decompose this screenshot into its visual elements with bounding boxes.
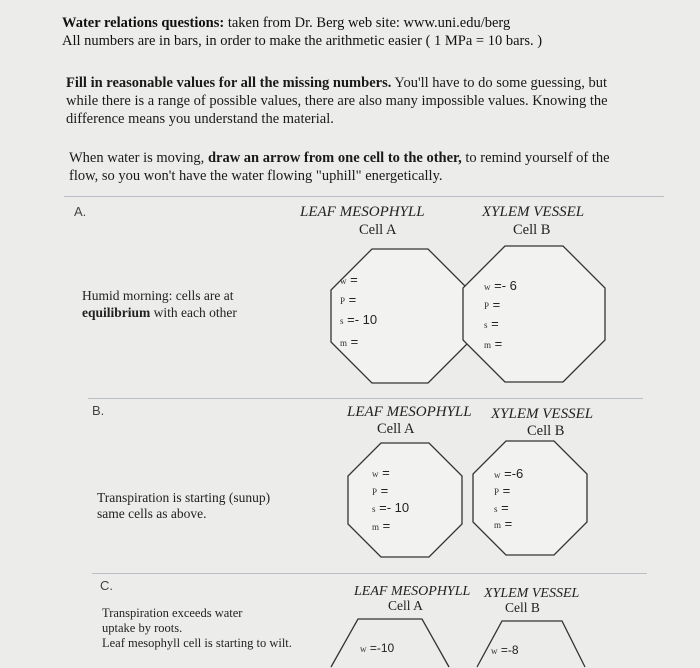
label-s: s bbox=[494, 504, 498, 514]
section-b-cell-b-label: Cell B bbox=[527, 423, 565, 439]
section-b-cell-a-label: Cell A bbox=[377, 421, 415, 437]
section-c-caption-line2: uptake by roots. bbox=[102, 621, 183, 635]
eq-sign: = bbox=[504, 466, 512, 481]
intro-units-note: All numbers are in bars, in order to make the arithmetic easier ( 1 MPa = 10 bars. ) bbox=[62, 33, 543, 49]
section-b-letter: B. bbox=[92, 403, 105, 418]
eq-sign: = bbox=[502, 483, 511, 498]
section-b-cell-a-psi-w[interactable] bbox=[372, 465, 390, 480]
section-c-cell-b-psi-w-value: -8 bbox=[507, 643, 519, 657]
section-c-rule bbox=[92, 573, 647, 574]
section-c-cell-a-psi-w-value: -10 bbox=[376, 641, 395, 655]
label-s: s bbox=[340, 316, 344, 326]
section-b-rule bbox=[88, 398, 643, 399]
section-a-cell-b-psi-w[interactable] bbox=[484, 278, 517, 293]
section-c-caption bbox=[102, 606, 292, 651]
section-a-cell-b-psi-p[interactable] bbox=[484, 297, 500, 312]
arrow-instructions-line2: flow, so you won't have the water flowing "uphill" energetically. bbox=[69, 168, 443, 184]
label-w: w bbox=[484, 282, 491, 292]
arrow-instructions-post: to remind yourself of the bbox=[461, 150, 610, 166]
section-c-cell-b-label: Cell B bbox=[505, 600, 540, 615]
label-p: P bbox=[484, 301, 490, 311]
eq-sign: = bbox=[350, 334, 359, 349]
arrow-instructions bbox=[69, 149, 669, 185]
section-b-leaf-header: LEAF MESOPHYLL bbox=[347, 404, 472, 420]
section-b-cell-b-psi-w[interactable] bbox=[494, 466, 523, 481]
section-b-caption-line1: Transpiration is starting (sunup) bbox=[97, 490, 271, 505]
section-c-xylem-header: XYLEM VESSEL bbox=[484, 586, 580, 601]
label-m: m bbox=[340, 338, 348, 348]
label-m: m bbox=[372, 522, 380, 532]
section-c-cell-a-psi-w[interactable] bbox=[360, 641, 394, 655]
section-b-cell-a-psi-m[interactable] bbox=[372, 518, 390, 533]
section-a-cell-b-label: Cell B bbox=[513, 222, 551, 238]
section-b-cell-a-psi-p[interactable] bbox=[372, 483, 388, 498]
section-b-cell-a-psi-s-value: - 10 bbox=[386, 500, 410, 515]
fill-instructions bbox=[66, 74, 666, 128]
section-a-cell-b-octagon bbox=[462, 245, 606, 383]
section-a-cell-a-psi-w[interactable] bbox=[340, 272, 358, 287]
fill-instructions-line1: You'll have to do some guessing, but bbox=[391, 75, 608, 91]
section-c-leaf-header: LEAF MESOPHYLL bbox=[354, 584, 471, 599]
eq-sign: = bbox=[379, 500, 387, 515]
label-w: w bbox=[372, 469, 379, 479]
section-a-letter: A. bbox=[74, 204, 87, 219]
eq-sign: = bbox=[382, 465, 390, 480]
section-b-xylem-header: XYLEM VESSEL bbox=[491, 406, 594, 422]
label-w: w bbox=[494, 470, 501, 480]
eq-sign: = bbox=[348, 292, 357, 307]
section-c-letter: C. bbox=[100, 578, 113, 593]
eq-sign: = bbox=[350, 272, 358, 287]
eq-sign: = bbox=[347, 312, 355, 327]
intro-title: Water relations questions: bbox=[62, 15, 225, 31]
fill-instructions-line2: while there is a range of possible values, there are also many impossible values. Knowing the bbox=[66, 93, 608, 109]
section-a-cell-a-psi-s[interactable] bbox=[340, 312, 377, 327]
section-b-cell-a-psi-s[interactable] bbox=[372, 500, 409, 515]
section-b-caption-line2: same cells as above. bbox=[97, 506, 207, 521]
label-m: m bbox=[484, 340, 492, 350]
arrow-instructions-pre: When water is moving, bbox=[69, 150, 208, 166]
section-a-cell-b-psi-w-value: - 6 bbox=[501, 278, 517, 293]
fill-instructions-bold: Fill in reasonable values for all the missing numbers. bbox=[66, 75, 392, 91]
section-a-caption-line2: with each other bbox=[150, 305, 237, 320]
section-a-cell-b-psi-s[interactable] bbox=[484, 316, 499, 331]
label-p: P bbox=[494, 487, 500, 497]
section-a-xylem-header: XYLEM VESSEL bbox=[482, 204, 585, 220]
eq-sign: = bbox=[492, 297, 501, 312]
section-b-cell-b-octagon bbox=[472, 440, 588, 556]
eq-sign: = bbox=[500, 643, 508, 657]
label-w: w bbox=[360, 644, 367, 654]
section-b-cell-b-psi-s[interactable] bbox=[494, 500, 509, 515]
label-m: m bbox=[494, 520, 502, 530]
section-a-cell-a-psi-p[interactable] bbox=[340, 292, 356, 307]
intro-block bbox=[62, 14, 662, 50]
intro-source: taken from Dr. Berg web site: www.uni.edu/berg bbox=[224, 15, 511, 31]
section-a-leaf-header: LEAF MESOPHYLL bbox=[300, 204, 425, 220]
label-p: P bbox=[340, 296, 346, 306]
label-w: w bbox=[340, 276, 347, 286]
eq-sign: = bbox=[491, 316, 499, 331]
eq-sign: = bbox=[380, 483, 389, 498]
section-a-caption bbox=[82, 287, 237, 321]
section-a-caption-bold: equilibrium bbox=[82, 305, 151, 320]
label-s: s bbox=[372, 504, 376, 514]
eq-sign: = bbox=[501, 500, 509, 515]
fill-instructions-line3: difference means you understand the material. bbox=[66, 111, 334, 127]
section-a-cell-a-psi-m[interactable] bbox=[340, 334, 358, 349]
arrow-instructions-bold: draw an arrow from one cell to the other, bbox=[207, 150, 462, 166]
eq-sign: = bbox=[382, 518, 391, 533]
section-a-cell-a-psi-s-value: - 10 bbox=[354, 312, 378, 327]
section-a-caption-line1: Humid morning: cells are at bbox=[82, 288, 234, 303]
section-a-rule bbox=[64, 196, 664, 197]
section-c-cell-b-psi-w[interactable] bbox=[491, 643, 519, 657]
section-b-cell-b-psi-m[interactable] bbox=[494, 516, 512, 531]
section-c-caption-line3: Leaf mesophyll cell is starting to wilt. bbox=[102, 636, 292, 650]
eq-sign: = bbox=[504, 516, 513, 531]
label-p: P bbox=[372, 487, 378, 497]
eq-sign: = bbox=[494, 278, 502, 293]
section-a-cell-b-psi-m[interactable] bbox=[484, 336, 502, 351]
label-w: w bbox=[491, 646, 498, 656]
section-b-cell-b-psi-p[interactable] bbox=[494, 483, 510, 498]
eq-sign: = bbox=[494, 336, 503, 351]
section-b-cell-b-psi-w-value: -6 bbox=[511, 466, 524, 481]
label-s: s bbox=[484, 320, 488, 330]
section-a-cell-a-label: Cell A bbox=[359, 222, 397, 238]
section-c-caption-line1: Transpiration exceeds water bbox=[102, 606, 243, 620]
eq-sign: = bbox=[369, 641, 377, 655]
section-c-cell-a-label: Cell A bbox=[388, 598, 423, 613]
section-b-caption bbox=[97, 490, 270, 522]
